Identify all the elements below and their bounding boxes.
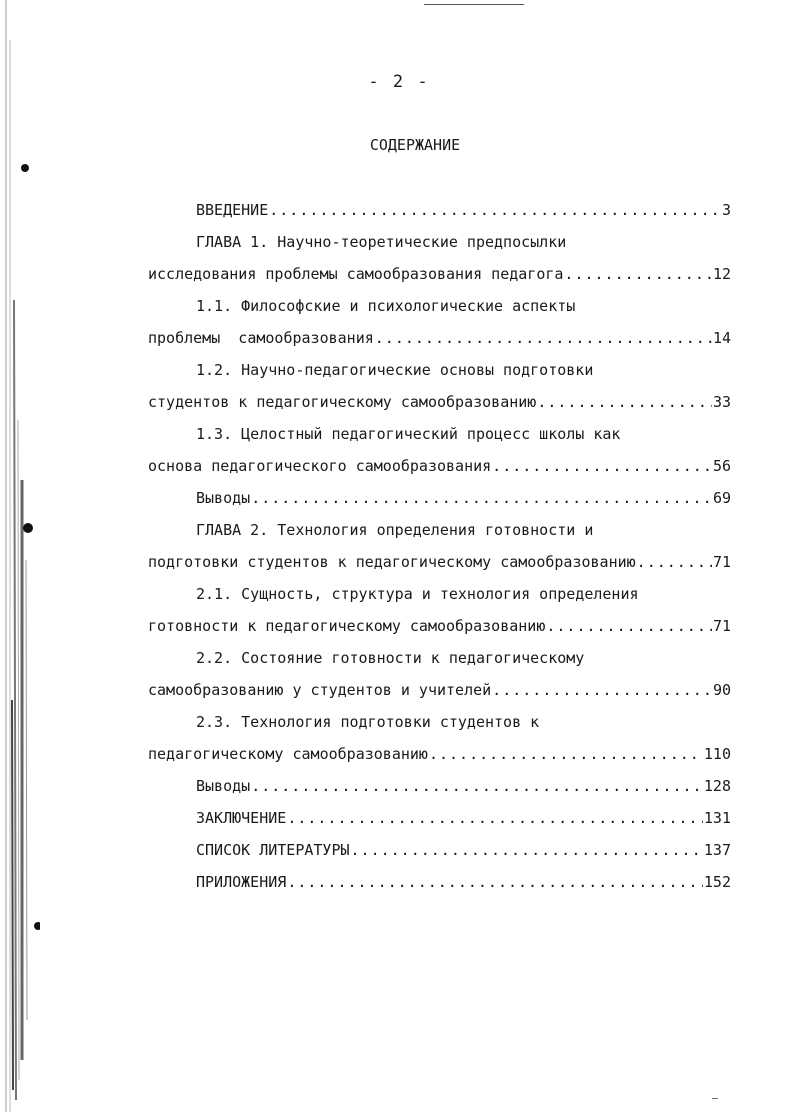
- toc-entry-conclusions-1[interactable]: [196, 486, 731, 510]
- toc-entry-section-1-3[interactable]: [196, 422, 731, 446]
- toc-entry-label: ВВЕДЕНИЕ: [196, 201, 269, 219]
- toc-page-number: 137: [703, 841, 731, 859]
- toc-entry-label-cont: основа педагогического самообразования: [148, 457, 492, 475]
- toc-entry-section-2-1[interactable]: [196, 582, 731, 606]
- toc-page-number: 131: [703, 809, 731, 827]
- toc-entry-section-2-1-cont[interactable]: [148, 614, 731, 638]
- toc-page-number: 90: [712, 681, 731, 699]
- toc-entry-label: ГЛАВА 2. Технология определения готовности и: [196, 521, 594, 539]
- dot-leader: [537, 390, 712, 414]
- toc-entry-label: ГЛАВА 1. Научно-теоретические предпосылки: [196, 233, 567, 251]
- toc-entry-label: 1.3. Целостный педагогический процесс школы как: [196, 425, 621, 443]
- toc-entry-label: Выводы: [196, 489, 251, 507]
- dot-leader: [564, 262, 712, 286]
- toc-entry-label: 2.2. Состояние готовности к педагогическому: [196, 649, 585, 667]
- dot-leader: [492, 678, 712, 702]
- toc-entry-section-1-3-cont[interactable]: [148, 454, 731, 478]
- toc-entry-chapter-2[interactable]: [196, 518, 731, 542]
- dot-leader: [287, 806, 703, 830]
- dot-leader: [546, 614, 712, 638]
- toc-entry-label: СПИСОК ЛИТЕРАТУРЫ: [196, 841, 350, 859]
- dot-leader: [637, 550, 712, 574]
- toc-entry-section-1-1-cont[interactable]: [148, 326, 731, 350]
- toc-page-number: 14: [712, 329, 731, 347]
- toc-entry-chapter-2-cont[interactable]: [148, 550, 731, 574]
- toc-page-number: 71: [712, 553, 731, 571]
- toc-page-number: 152: [703, 873, 731, 891]
- toc-entry-section-2-3[interactable]: [196, 710, 731, 734]
- toc-entry-label-cont: исследования проблемы самообразования педагога: [148, 265, 564, 283]
- dot-leader: [287, 870, 703, 894]
- toc-entry-conclusions-2[interactable]: [196, 774, 731, 798]
- toc-page-number: 69: [712, 489, 731, 507]
- toc-entry-label-cont: студентов к педагогическому самообразованию: [148, 393, 537, 411]
- toc-entry-label-cont: подготовки студентов к педагогическому самообразованию: [148, 553, 636, 571]
- toc-entry-label: Выводы: [196, 777, 251, 795]
- toc-entry-chapter-1-cont[interactable]: [148, 262, 731, 286]
- toc-entry-label: 1.1. Философские и психологические аспекты: [196, 297, 576, 315]
- toc-entry-section-1-1[interactable]: [196, 294, 731, 318]
- toc-entry-conclusion[interactable]: [196, 806, 731, 830]
- toc-page-number: 3: [721, 201, 731, 219]
- toc-entry-label: 1.2. Научно-педагогические основы подготовки: [196, 361, 594, 379]
- toc-entry-label-cont: педагогическому самообразованию: [148, 745, 428, 763]
- dot-leader: [351, 838, 703, 862]
- toc-page-number: 56: [712, 457, 731, 475]
- toc-page-number: 71: [712, 617, 731, 635]
- toc-entry-chapter-1[interactable]: [196, 230, 731, 254]
- toc-entry-section-2-2-cont[interactable]: [148, 678, 731, 702]
- toc-entry-section-1-2-cont[interactable]: [148, 390, 731, 414]
- toc-page-number: 128: [703, 777, 731, 795]
- toc-entry-label-cont: проблемы самообразования: [148, 329, 374, 347]
- page-number: - 2 -: [368, 72, 430, 92]
- toc-page-number: 33: [712, 393, 731, 411]
- toc-entry-label: 2.1. Сущность, структура и технология определения: [196, 585, 639, 603]
- toc-entry-section-2-3-cont[interactable]: [148, 742, 731, 766]
- toc-entry-section-2-2[interactable]: [196, 646, 731, 670]
- toc-entry-appendices[interactable]: [196, 870, 731, 894]
- page-title: СОДЕРЖАНИЕ: [369, 136, 461, 154]
- dot-leader: [251, 486, 712, 510]
- toc-entry-label: 2.3. Технология подготовки студентов к: [196, 713, 540, 731]
- toc-entry-label-cont: готовности к педагогическому самообразованию: [148, 617, 546, 635]
- toc-entry-references[interactable]: [196, 838, 731, 862]
- toc-entry-label-cont: самообразованию у студентов и учителей: [148, 681, 492, 699]
- dot-leader: [251, 774, 703, 798]
- dot-leader: [269, 198, 721, 222]
- toc-page-number: 110: [703, 745, 731, 763]
- toc-page-number: 12: [712, 265, 731, 283]
- toc-entry-section-1-2[interactable]: [196, 358, 731, 382]
- toc-entry-introduction[interactable]: [196, 198, 731, 222]
- toc-entry-label: ПРИЛОЖЕНИЯ: [196, 873, 287, 891]
- scan-speck: [712, 1098, 718, 1099]
- dot-leader: [492, 454, 712, 478]
- dot-leader: [429, 742, 703, 766]
- toc-entry-label: ЗАКЛЮЧЕНИЕ: [196, 809, 287, 827]
- dot-leader: [375, 326, 712, 350]
